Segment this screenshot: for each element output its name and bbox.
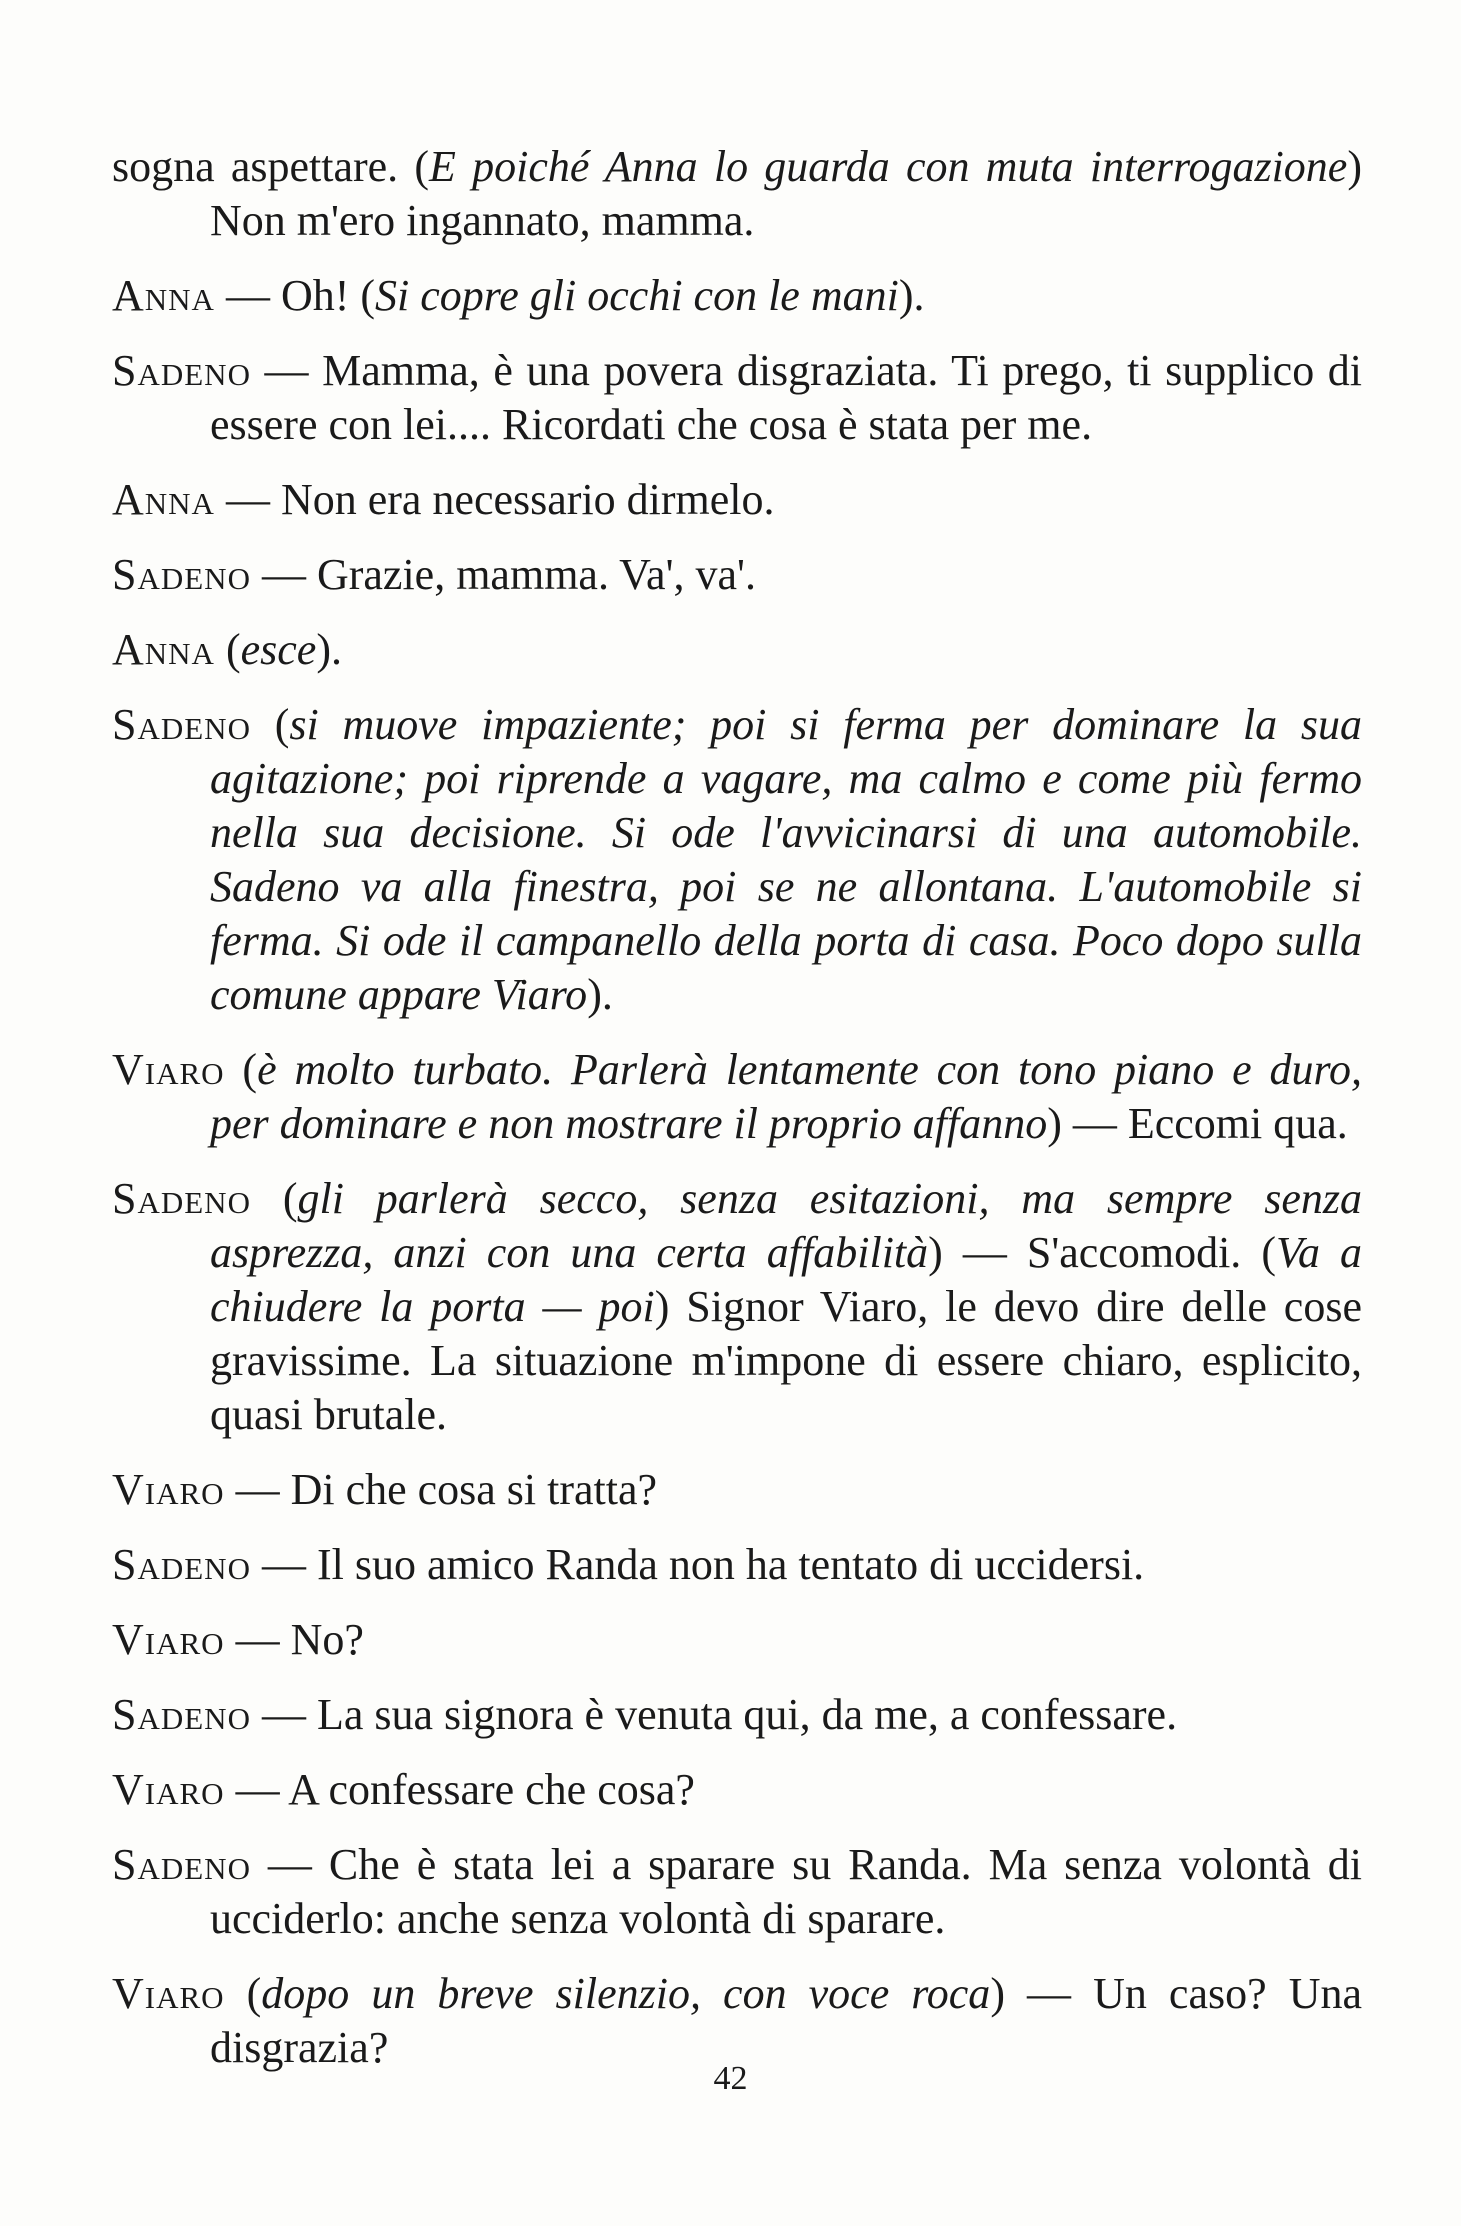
speaker-name: Viaro xyxy=(112,1465,225,1514)
spoken-text: ( xyxy=(250,1174,298,1223)
stage-direction: esce xyxy=(240,625,317,674)
dialogue-line xyxy=(112,344,1362,452)
spoken-text: ( xyxy=(224,1969,262,2018)
spoken-text: sogna aspettare. ( xyxy=(112,142,430,191)
spoken-text: — A confessare che cosa? xyxy=(224,1765,695,1814)
spoken-text: — Mamma, è una povera disgraziata. Ti prego, ti supplico di essere con lei.... Ricordati che cosa è stata per me. xyxy=(210,346,1362,449)
stage-direction: gli parlerà secco, senza esitazioni, ma sempre senza asprezza, anzi con una certa affabilità xyxy=(210,1174,1362,1277)
stage-direction: dopo un breve silenzio, con voce roca xyxy=(261,1969,991,2018)
speaker-name: Viaro xyxy=(112,1045,225,1094)
speaker-name: Sadeno xyxy=(112,346,251,395)
dialogue-line xyxy=(112,623,1362,677)
spoken-text: ). xyxy=(316,625,342,674)
speaker-name: Viaro xyxy=(112,1765,225,1814)
dialogue-line xyxy=(112,1463,1362,1517)
spoken-text: ). xyxy=(587,970,613,1019)
dialogue-line xyxy=(112,1838,1362,1946)
speaker-name: Sadeno xyxy=(112,1174,251,1223)
dialogue-line xyxy=(112,1763,1362,1817)
dialogue-line xyxy=(112,269,1362,323)
dialogue-line xyxy=(112,473,1362,527)
spoken-text: — Oh! ( xyxy=(214,271,376,320)
spoken-text: — No? xyxy=(224,1615,364,1664)
script-page xyxy=(112,140,1362,2096)
dialogue-line xyxy=(112,548,1362,602)
spoken-text: — Il suo amico Randa non ha tentato di uccidersi. xyxy=(250,1540,1145,1589)
stage-direction: Si copre gli occhi con le mani xyxy=(375,271,899,320)
dialogue-line xyxy=(112,1613,1362,1667)
dialogue-line xyxy=(112,1688,1362,1742)
spoken-text: ) — Eccomi qua. xyxy=(1047,1099,1348,1148)
speaker-name: Sadeno xyxy=(112,1840,251,1889)
dialogue-line xyxy=(112,1967,1362,2075)
spoken-text: — Grazie, mamma. Va', va'. xyxy=(250,550,756,599)
spoken-text: ( xyxy=(224,1045,258,1094)
speaker-name: Sadeno xyxy=(112,700,251,749)
spoken-text: ) — Un caso? Una disgrazia? xyxy=(210,1969,1362,2072)
spoken-text: — Non era necessario dirmelo. xyxy=(214,475,775,524)
dialogue-line xyxy=(112,698,1362,1022)
spoken-text: ) Signor Viaro, le devo dire delle cose gravissime. La situazione m'impone di essere chiaro, esplicito, quasi brutale. xyxy=(210,1282,1362,1439)
spoken-text: — Di che cosa si tratta? xyxy=(224,1465,658,1514)
continued-line xyxy=(112,140,1362,248)
speaker-name: Sadeno xyxy=(112,550,251,599)
stage-direction: si muove impaziente; poi si ferma per dominare la sua agitazione; poi riprende a vagare, ma calmo e come più fermo nella sua decisione. Si ode l'avvicinarsi di una automobile. Sadeno va alla finestra, poi se ne allontana. L'automobile si ferma. Si ode il campanello della porta di casa. Poco dopo sulla comune appare Viaro xyxy=(210,700,1362,1019)
page-number: 42 xyxy=(713,2060,748,2097)
stage-direction: E poiché Anna lo guarda con muta interrogazione xyxy=(429,142,1348,191)
spoken-text: ). xyxy=(898,271,925,320)
spoken-text: ) — S'accomodi. ( xyxy=(928,1228,1276,1277)
stage-direction: Va a chiudere la porta — poi xyxy=(210,1228,1363,1331)
speaker-name: Viaro xyxy=(112,1969,225,2018)
spoken-text: ( xyxy=(250,700,290,749)
speaker-name: Anna xyxy=(112,625,215,674)
spoken-text: ) Non m'ero ingannato, mamma. xyxy=(210,142,1362,245)
spoken-text: ( xyxy=(214,625,241,674)
speaker-name: Sadeno xyxy=(112,1690,251,1739)
spoken-text: — La sua signora è venuta qui, da me, a confessare. xyxy=(250,1690,1178,1739)
speaker-name: Viaro xyxy=(112,1615,225,1664)
stage-direction: è molto turbato. Parlerà lentamente con tono piano e duro, per dominare e non mostrare il proprio affanno xyxy=(210,1045,1362,1148)
spoken-text: — Che è stata lei a sparare su Randa. Ma senza volontà di ucciderlo: anche senza volontà di sparare. xyxy=(210,1840,1362,1943)
speaker-name: Anna xyxy=(112,475,215,524)
dialogue-line xyxy=(112,1538,1362,1592)
dialogue-line xyxy=(112,1172,1362,1442)
dialogue-line xyxy=(112,1043,1362,1151)
speaker-name: Anna xyxy=(112,271,215,320)
speaker-name: Sadeno xyxy=(112,1540,251,1589)
